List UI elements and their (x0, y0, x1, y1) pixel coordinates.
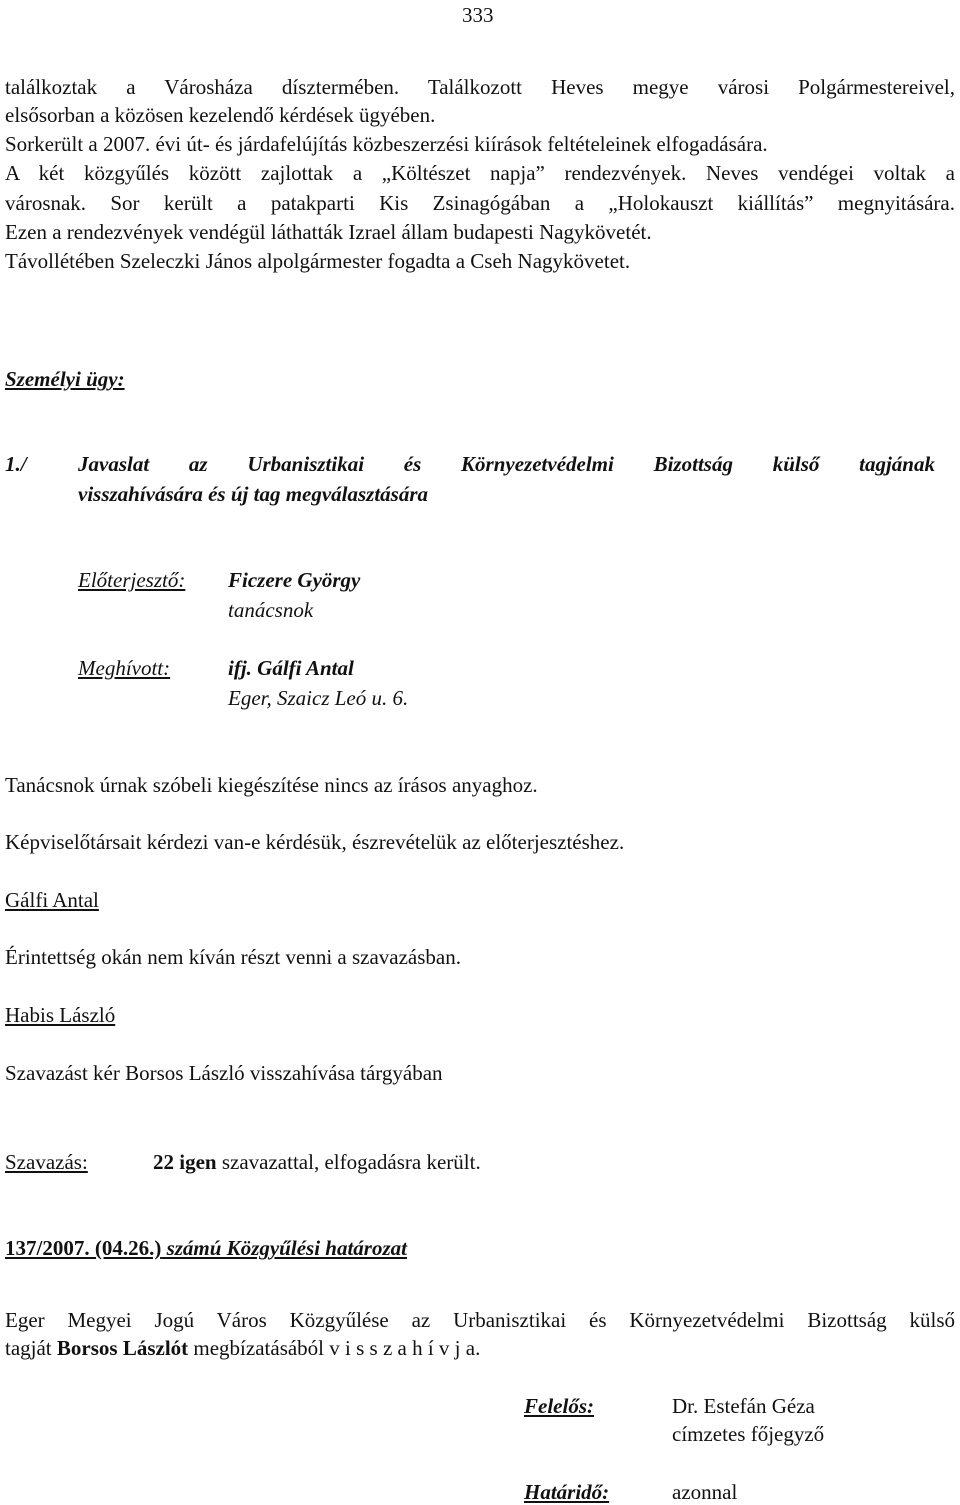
section-heading: Személyi ügy: (5, 367, 125, 391)
vote-label: Szavazás: (5, 1150, 88, 1174)
resolution-text-line1: Eger Megyei Jogú Város Közgyűlése az Urbanisztikai és Környezetvédelmi Bizottság külső (5, 1308, 955, 1332)
agenda-item-title-line1: Javaslat az Urbanisztikai és Környezetvédelmi Bizottság külső tagjának (78, 452, 935, 476)
intro-line: városnak. Sor került a patakparti Kis Zsinagógában a „Holokauszt kiállítás” megnyitására. (5, 191, 955, 215)
resolution-text-line2 (5, 1335, 480, 1361)
presenter-role: tanácsnok (228, 598, 314, 622)
resolution-number: 137/2007. (04.26.) (5, 1236, 162, 1260)
intro-line: Távollétében Szeleczki János alpolgármester fogadta a Cseh Nagykövetet. (5, 249, 631, 273)
page-number: 333 (462, 3, 494, 27)
deadline-value: azonnal (672, 1480, 738, 1504)
resolution-text-prefix: tagját (5, 1336, 52, 1360)
invited-label: Meghívott: (78, 656, 171, 680)
agenda-item-title-line2: visszahívására és új tag megválasztására (78, 482, 429, 506)
presenter-name: Ficzere György (228, 568, 361, 592)
resolution-subject: Borsos Lászlót (56, 1336, 189, 1360)
presenter-label: Előterjesztő: (78, 568, 186, 592)
vote-result: szavazattal, elfogadásra került. (221, 1150, 481, 1174)
intro-line: elsősorban a közösen kezelendő kérdések ügyében. (5, 103, 436, 127)
speaker-name: Habis László (5, 1003, 116, 1027)
intro-line: találkoztak a Városháza dísztermében. Találkozott Heves megye városi Polgármestereivel, (5, 75, 955, 99)
body-paragraph: Szavazást kér Borsos László visszahívása tárgyában (5, 1061, 443, 1085)
invited-address: Eger, Szaicz Leó u. 6. (228, 686, 409, 710)
vote-result-line (153, 1149, 481, 1175)
intro-line: Sorkerült a 2007. évi út- és járdafelújítás közbeszerzési kiírások feltételeinek elfogadására. (5, 132, 768, 156)
body-paragraph: Érintettség okán nem kíván részt venni a szavazásban. (5, 945, 461, 969)
vote-count: 22 igen (153, 1150, 217, 1174)
resolution-title: számú Közgyűlési határozat (166, 1236, 407, 1260)
intro-line: Ezen a rendezvények vendégül láthatták Izrael állam budapesti Nagykövetét. (5, 220, 652, 244)
agenda-item-number: 1./ (5, 452, 27, 476)
resolution-heading (5, 1235, 407, 1261)
speaker-name: Gálfi Antal (5, 888, 99, 912)
deadline-label: Határidő: (524, 1480, 610, 1504)
invited-name: ifj. Gálfi Antal (228, 656, 354, 680)
resolution-text-suffix: megbízatásából v i s s z a h í v j a. (193, 1336, 481, 1360)
responsible-label: Felelős: (524, 1394, 594, 1418)
body-paragraph: Képviselőtársait kérdezi van-e kérdésük, észrevételük az előterjesztéshez. (5, 830, 625, 854)
responsible-name: Dr. Estefán Géza (672, 1394, 815, 1418)
responsible-title: címzetes főjegyző (672, 1422, 825, 1446)
intro-line: A két közgyűlés között zajlottak a „Költészet napja” rendezvények. Neves vendégei voltak a (5, 161, 955, 185)
body-paragraph: Tanácsnok úrnak szóbeli kiegészítése nincs az írásos anyaghoz. (5, 773, 538, 797)
